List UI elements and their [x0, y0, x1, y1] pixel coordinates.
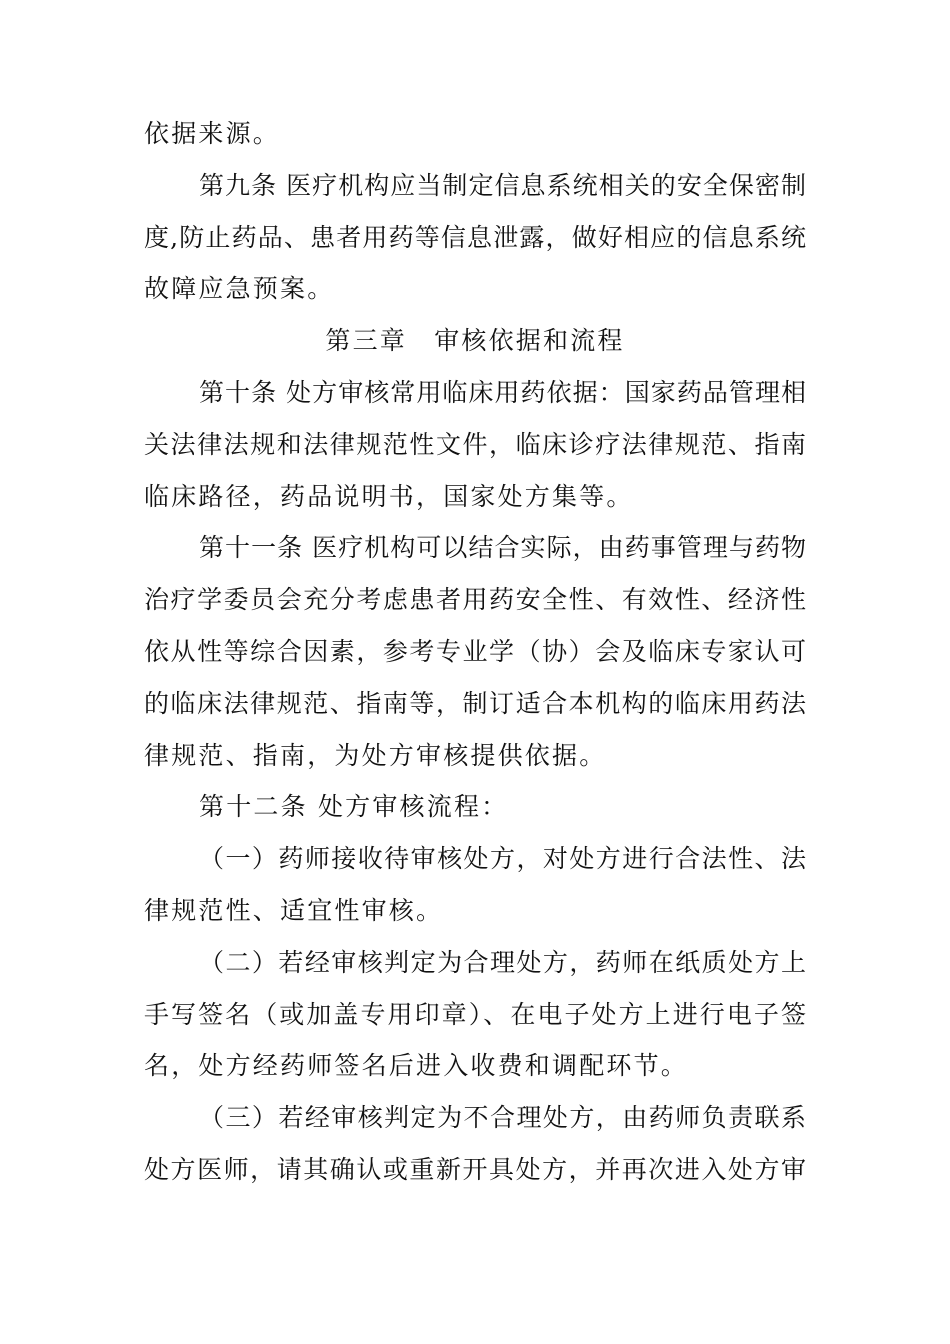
paragraph-line: 律规范、指南，为处方审核提供依据。 [144, 740, 607, 770]
paragraph-line: 手写签名（或加盖专用印章）、在电子处方上进行电子签 [144, 999, 806, 1029]
article-12-line: 第十二条 处方审核流程： [199, 792, 509, 822]
paragraph-line: 度,防止药品、患者用药等信息泄露，做好相应的信息系统 [144, 222, 806, 252]
paragraph-line: 依据来源。 [144, 119, 281, 148]
paragraph-line: 临床路径，药品说明书，国家处方集等。 [144, 481, 634, 511]
paragraph-line: 处方医师，请其确认或重新开具处方，并再次进入处方审 [144, 1154, 806, 1184]
document-page [144, 108, 806, 1196]
paragraph-line: 律规范性、适宜性审核。 [144, 895, 444, 925]
list-item-2-line: （二）若经审核判定为合理处方，药师在纸质处方上 [199, 947, 806, 977]
list-item-1-line: （一）药师接收待审核处方，对处方进行合法性、法 [199, 844, 806, 874]
paragraph-line: 故障应急预案。 [144, 274, 335, 304]
paragraph-line: 依从性等综合因素，参考专业学（协）会及临床专家认可 [144, 636, 806, 666]
paragraph-line: 关法律法规和法律规范性文件，临床诊疗法律规范、指南 [144, 429, 806, 459]
article-10-line: 第十条 处方审核常用临床用药依据：国家药品管理相 [199, 377, 806, 407]
list-item-3-line: （三）若经审核判定为不合理处方，由药师负责联系 [199, 1103, 806, 1133]
paragraph-line: 名，处方经药师签名后进入收费和调配环节。 [144, 1051, 689, 1081]
paragraph-line: 治疗学委员会充分考虑患者用药安全性、有效性、经济性 [144, 585, 806, 615]
article-11-line: 第十一条 医疗机构可以结合实际，由药事管理与药物 [199, 533, 806, 563]
article-9-line: 第九条 医疗机构应当制定信息系统相关的安全保密制 [199, 170, 806, 200]
paragraph-line: 的临床法律规范、指南等，制订适合本机构的临床用药法 [144, 688, 806, 718]
chapter-heading: 第三章 审核依据和流程 [325, 326, 625, 356]
